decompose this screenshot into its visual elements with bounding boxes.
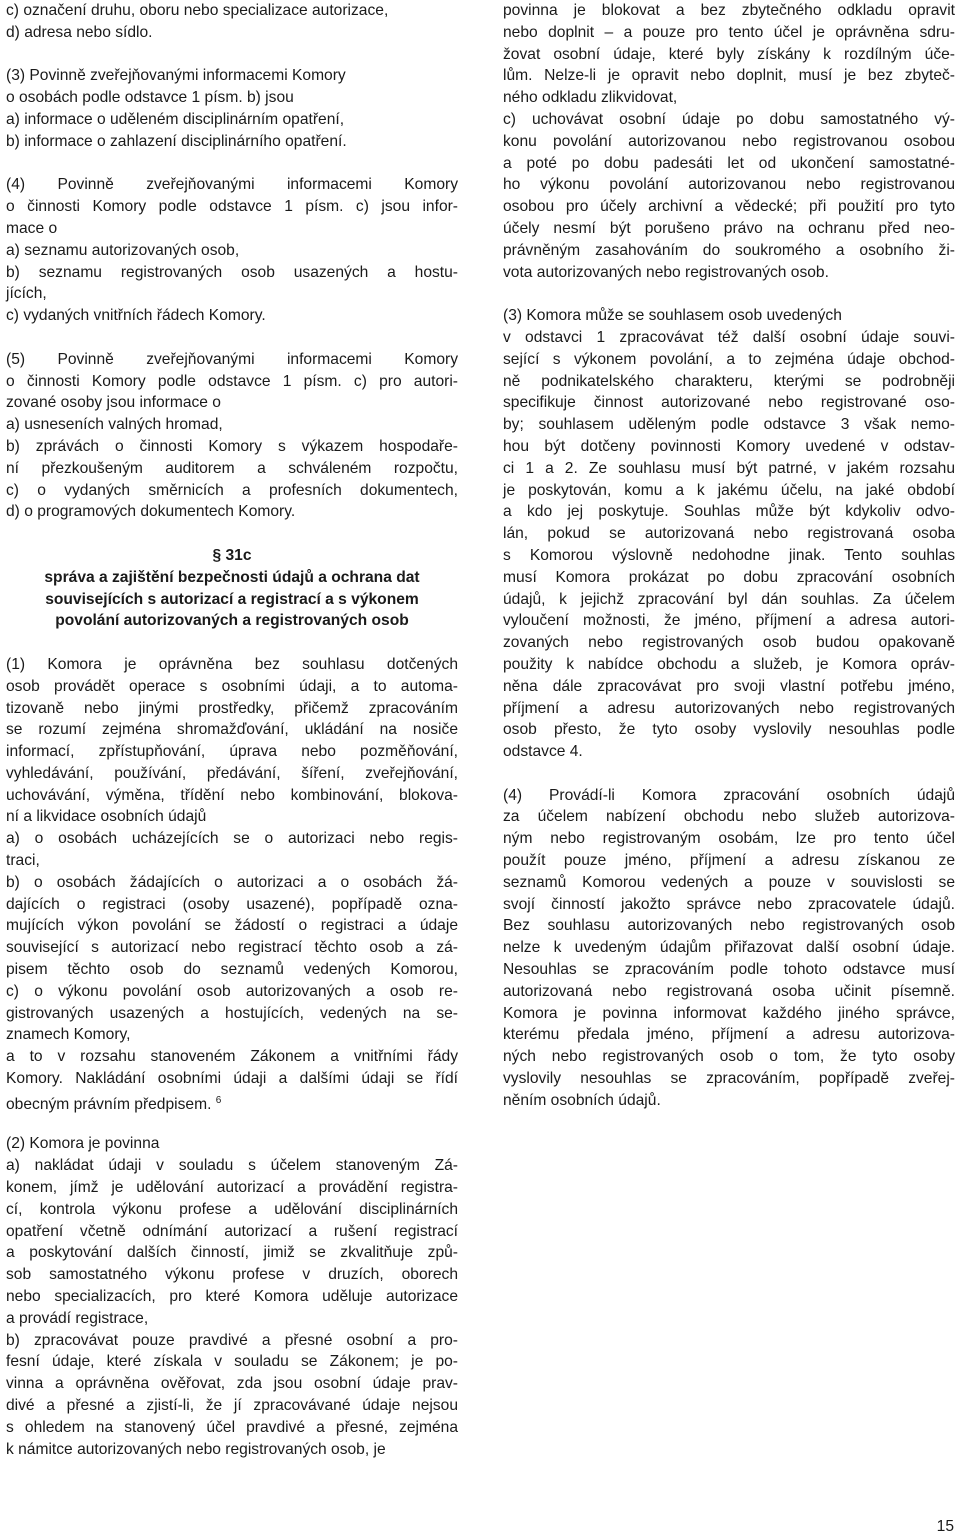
text-line: dajících o registraci (osoby usazené), popřípadě ozna- [6, 895, 458, 913]
text-line: ní přezkoušeným auditorem a schváleném rozpočtu, [6, 459, 458, 477]
text-line: (4) Povinně zveřejňovanými informacemi Komory [6, 176, 458, 194]
paragraph-5 [6, 349, 458, 523]
left-column [6, 0, 458, 1460]
text-line: ného odkladu zlikvidovat, [503, 89, 678, 107]
text-line: (3) Komora může se souhlasem osob uvedených [503, 307, 842, 325]
text-line: sob samostatného výkonu profese v druzích, oborech [6, 1266, 458, 1284]
text-line: povinna je blokovat a bez zbytečného odkladu opravit [503, 2, 955, 19]
text-line: (4) Provádí-li Komora zpracování osobních údajů [503, 786, 955, 804]
text-line: se rozumí zejména shromažďování, ukládání na nosiče [6, 721, 458, 739]
text-line: c) vydaných vnitřních řádech Komory. [6, 307, 266, 325]
text-line: (5) Povinně zveřejňovanými informacemi Komory [6, 350, 458, 368]
text-line: Komora je povinna informovat každého jiného správce, [503, 1004, 955, 1022]
text-line: právněným zasahováním do soukromého a osobního ži- [503, 241, 955, 259]
text-line: mace o [6, 219, 58, 237]
text-line: vyloučení možnosti, že jméno, příjmení a adresa autori- [503, 612, 955, 630]
text-line: ným nebo registrovaným osobám, lze pro tento účel [503, 830, 955, 848]
text-line: lán, pokud se autorizovaná nebo registrovaná osoba [503, 525, 955, 543]
text-line: s ohledem na stanovený účel pravdivé a přesné, zejména [6, 1418, 458, 1436]
text-line: ně podnikatelského charakteru, kterými se podrobněji [503, 372, 955, 390]
text-line: sející s výkonem povolání, a to zejména údaje obchod- [503, 350, 955, 368]
text-line: gistrovaných usazených a hostujících, vedených na se- [6, 1004, 458, 1022]
text-line: o činnosti Komory podle odstavce 1 písm. c) pro autori- [6, 372, 458, 390]
text-line: (2) Komora je povinna [6, 1135, 160, 1153]
text-line: související s autorizací nebo registrací těchto osob a zá- [6, 939, 458, 957]
text-line: autorizovaná nebo registrovaná osoba učinit písemně. [503, 982, 955, 1000]
footnote-reference: 6 [215, 1094, 222, 1106]
text-line: ci 1 a 2. Ze souhlasu musí být patrné, v jakém rozsahu [503, 459, 955, 477]
text-line: odstavce 4. [503, 743, 583, 761]
text-line: a poté po dobu padesáti let od ukončení samostatné- [503, 154, 955, 172]
text-line: něním osobních údajů. [503, 1091, 661, 1109]
page-number: 15 [936, 1518, 954, 1535]
text-line: vinna a oprávněna ověřovat, zda jsou osobní údaje prav- [6, 1375, 458, 1393]
text-line: (1) Komora je oprávněna bez souhlasu dotčených [6, 655, 458, 673]
text-line: v odstavci 1 zpracovávat též další osobní údaje souvi- [503, 328, 955, 346]
text-line: c) uchovávat osobní údaje po dobu samostatného vý- [503, 110, 955, 128]
text-line: žovat osobní údaje, které byly získány k rozdílným úče- [503, 45, 955, 63]
text-line: ných nebo registrovaných osob o tom, že tyto osoby [503, 1048, 955, 1066]
text-line: zovaných nebo registrovaných osob budou opakovaně [503, 634, 955, 652]
text-line: traci, [6, 852, 40, 870]
text-line: vyhledávání, používání, předávání, šíření, zveřejňování, [6, 764, 458, 782]
paragraph-continuation [503, 0, 955, 283]
text-line: a provádí registrace, [6, 1309, 149, 1327]
text-line: a) nakládat údaji v souladu s účelem stanoveným Zá- [6, 1157, 458, 1175]
right-column [503, 0, 955, 1112]
paragraph-4-right [503, 785, 955, 1112]
section-paragraph-1 [6, 654, 458, 1112]
text-line: hou být dotčeny povinnosti Komory uvedené v odstav- [503, 437, 955, 455]
text-line: by; souhlasem uděleným podle odstavce 3 však nemo- [503, 416, 955, 434]
text-line: b) zprávách o činnosti Komory s výkazem hospodaře- [6, 437, 458, 455]
text-line: zované osoby jsou informace o [6, 394, 221, 412]
text-line: specifikuje činnost autorizované nebo registrované oso- [503, 394, 955, 412]
text-line: Nesouhlas se zpracováním podle tohoto odstavce musí [503, 961, 955, 979]
text-line: osob přesto, že tyto osoby vyslovily nesouhlas podle [503, 721, 955, 739]
text-line: znamech Komory, [6, 1026, 131, 1044]
section-paragraph-2 [6, 1133, 458, 1460]
text-line: za účelem nabízení obchodu nebo služeb autorizova- [503, 808, 955, 826]
text-line: nebo doplnit – a pouze pro tento účel je oprávněna sdru- [503, 23, 955, 41]
text-line: vota autorizovaných nebo registrovaných osob. [503, 263, 829, 281]
text-line: opatření včetně odnímání autorizací a rušení registrací [6, 1222, 458, 1240]
text-line: údajů, k jejichž zpracování byl dán souhlas. Za účelem [503, 590, 955, 608]
text-line: o osobách podle odstavce 1 písm. b) jsou [6, 89, 294, 107]
section-number: § 31c [212, 546, 252, 564]
text-line: konu povolání autorizovanou nebo registrovanou osobou [503, 132, 955, 150]
section-title-line: povolání autorizovaných a registrovaných osob [55, 612, 409, 630]
text-line: svojí činností jakožto správce nebo zpracovatele údajů. [503, 895, 955, 913]
text-line: fesní údaje, které získala v souladu se Zákonem; je po- [6, 1353, 458, 1371]
text-line: jících, [6, 285, 47, 303]
text-line: obecným právním předpisem. $^6$ [6, 1094, 222, 1114]
section-title-line: souvisejících s autorizací a registrací a s výkonem [45, 590, 419, 608]
text-line: a kdo jej poskytuje. Souhlas může být kdykoliv odvo- [503, 503, 955, 521]
text-line: osobou pro účely archivní a vědecké; při použití pro tyto [503, 198, 955, 216]
text-line: seznamů Komorou vedených a pouze v souvislosti se [503, 873, 955, 891]
text-line: musí Komora prokázat po dobu zpracování osobních [503, 568, 955, 586]
text-line: Komory. Nakládání osobními údaji a dalšími údaji se řídí [6, 1070, 458, 1088]
text-line: d) adresa nebo sídlo. [6, 23, 153, 41]
text-line: informací, zpřístupňování, úprava nebo pozměňování, [6, 743, 458, 761]
text-line: mujících výkon povolání se žádostí o registraci a údaje [6, 917, 458, 935]
text-line: a) seznamu autorizovaných osob, [6, 241, 240, 259]
block1 [6, 0, 458, 44]
text-line: cí, kontrola výkonu profese a udělování disciplinárních [6, 1200, 458, 1218]
text-line: použity k nabídce obchodu a služeb, je Komora opráv- [503, 655, 955, 673]
text-line: nelze k uvedeným údajům přiřazovat další osobní údaje. [503, 939, 955, 957]
text-line: a) usneseních valných hromad, [6, 416, 223, 434]
paragraph-3 [6, 65, 458, 152]
text-line: příjmení a adresu autorizovaných nebo registrovaných [503, 699, 955, 717]
text-line: b) informace o zahlazení disciplinárního opatření. [6, 132, 347, 150]
text-line: c) o výkonu povolání osob autorizovaných a osob re- [6, 982, 458, 1000]
text-line: a to v rozsahu stanoveném Zákonem a vnitřními řády [6, 1048, 458, 1066]
text-line: ní a likvidace osobních údajů [6, 808, 207, 826]
paragraph-4 [6, 174, 458, 327]
paragraph-3-right [503, 305, 955, 763]
text-line: s Komorou výslovně nedohodne jinak. Tento souhlas [503, 546, 955, 564]
text-line: kterému předala jméno, příjmení a adresu autorizova- [503, 1026, 955, 1044]
text-line: a) o osobách ucházejících se o autorizaci nebo regis- [6, 830, 458, 848]
text-line: (3) Povinně zveřejňovanými informacemi Komory [6, 67, 346, 85]
text-line: Bez souhlasu autorizovaných nebo registrovaných osob [503, 917, 955, 935]
text-line: divé a přesné a zjistí-li, že jí zpracovávané údaje nejsou [6, 1397, 458, 1414]
text-line: tizovaně nebo jinými prostředky, přičemž zpracováním [6, 699, 458, 717]
text-line: b) seznamu registrovaných osob usazených a hostu- [6, 263, 458, 281]
text-line: d) o programových dokumentech Komory. [6, 503, 296, 521]
text-line: konem, jímž je udělování autorizací a provádění registra- [6, 1179, 458, 1197]
section-heading [6, 545, 458, 632]
text-line: lům. Nelze-li je opravit nebo doplnit, musí je bez zbyteč- [503, 67, 955, 85]
text-line: nebo specializacích, pro které Komora uděluje autorizace [6, 1288, 458, 1306]
text-line: c) o vydaných směrnicích a profesních dokumentech, [6, 481, 458, 499]
text-line: o činnosti Komory podle odstavce 1 písm. c) jsou infor- [6, 198, 458, 216]
text-line: použít pouze jméno, příjmení a adresu získanou ze [503, 852, 955, 870]
text-line: uchovávání, výměna, třídění nebo kombinování, blokova- [6, 786, 458, 804]
text-line: osob provádět operace s osobními údaji, a to automa- [6, 677, 458, 695]
text-line: k námitce autorizovaných nebo registrovaných osob, je [6, 1440, 386, 1458]
text-line: ho výkonu povolání autorizovanou nebo registrovanou [503, 176, 955, 194]
text-line: je poskytován, komu a k jakému účelu, na jaké období [503, 481, 955, 499]
text-line: něna dále zpracovávat pro svoji vlastní potřebu jméno, [503, 677, 955, 695]
text-line: pisem těchto osob do seznamů vedených Komorou, [6, 961, 458, 979]
text-line: účely nesmí být porušeno právo na ochranu před neo- [503, 219, 955, 237]
section-title-line: správa a zajištění bezpečnosti údajů a ochrana dat [44, 568, 420, 586]
text-line: c) označení druhu, oboru nebo specializace autorizace, [6, 2, 389, 19]
text-line: b) o osobách žádajících o autorizaci a o osobách žá- [6, 873, 458, 891]
text-line: a poskytování dalších činností, jimiž se zkvalitňuje způ- [6, 1244, 458, 1262]
text-line: vyslovily nesouhlas se zpracováním, popřípadě zveřej- [503, 1070, 955, 1088]
text-line: a) informace o uděleném disciplinárním opatření, [6, 110, 345, 128]
text-line: b) zpracovávat pouze pravdivé a přesné osobní a pro- [6, 1331, 458, 1349]
